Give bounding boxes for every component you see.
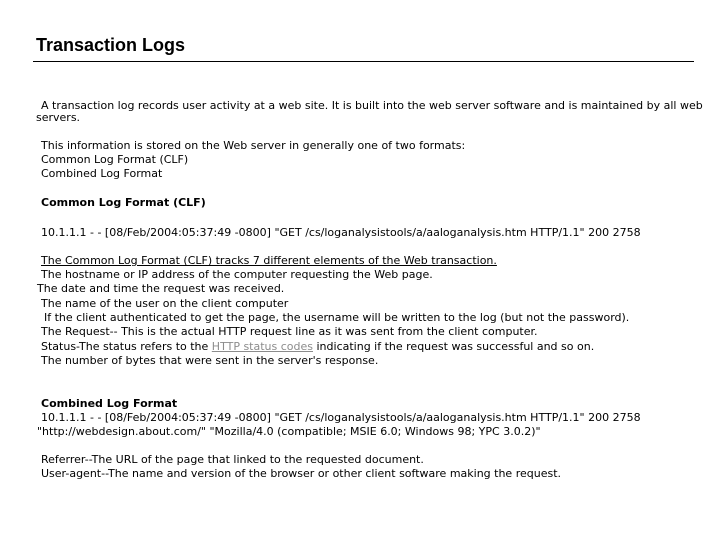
intro-line-1: A transaction log records user activity at a web site. It is built into the web server software and is maintained by all web bbox=[41, 99, 703, 112]
clf-element-bytes: The number of bytes that were sent in the server's response. bbox=[41, 354, 379, 367]
clf-element-status bbox=[41, 340, 594, 353]
clf-heading: Common Log Format (CLF) bbox=[41, 196, 206, 209]
clf-element-auth: If the client authenticated to get the page, the username will be written to the log (but not the password). bbox=[44, 311, 630, 324]
http-status-codes-link[interactable]: HTTP status codes bbox=[211, 340, 313, 353]
clf-element-user: The name of the user on the client computer bbox=[41, 297, 289, 310]
page-title: Transaction Logs bbox=[36, 35, 186, 55]
combined-example-line-2: "http://webdesign.about.com/" "Mozilla/4.0 (compatible; MSIE 6.0; Windows 98; YPC 3.0.2)" bbox=[37, 425, 541, 438]
combined-example-line-1: 10.1.1.1 - - [08/Feb/2004:05:37:49 -0800] "GET /cs/loganalysistools/a/aaloganalysis.htm HTTP/1.1" 200 2758 bbox=[41, 411, 641, 424]
status-prefix: Status-The status refers to the bbox=[41, 340, 212, 353]
formats-intro: This information is stored on the Web server in generally one of two formats: bbox=[41, 139, 466, 152]
intro-line-2: servers. bbox=[36, 111, 81, 124]
clf-element-date: The date and time the request was received. bbox=[37, 282, 285, 295]
format-item-clf: Common Log Format (CLF) bbox=[41, 153, 189, 166]
clf-summary: The Common Log Format (CLF) tracks 7 different elements of the Web transaction. bbox=[41, 254, 497, 267]
combined-heading: Combined Log Format bbox=[41, 397, 178, 410]
combined-referrer: Referrer--The URL of the page that linked to the requested document. bbox=[41, 453, 424, 466]
title-divider bbox=[33, 61, 694, 62]
clf-example: 10.1.1.1 - - [08/Feb/2004:05:37:49 -0800] "GET /cs/loganalysistools/a/aaloganalysis.htm HTTP/1.1" 200 2758 bbox=[41, 226, 641, 239]
combined-user-agent: User-agent--The name and version of the browser or other client software making the request. bbox=[41, 467, 562, 480]
clf-element-request: The Request-- This is the actual HTTP request line as it was sent from the client computer. bbox=[41, 325, 538, 338]
format-item-combined: Combined Log Format bbox=[41, 167, 163, 180]
status-suffix: indicating if the request was successful and so on. bbox=[313, 340, 595, 353]
clf-element-hostname: The hostname or IP address of the computer requesting the Web page. bbox=[41, 268, 433, 281]
